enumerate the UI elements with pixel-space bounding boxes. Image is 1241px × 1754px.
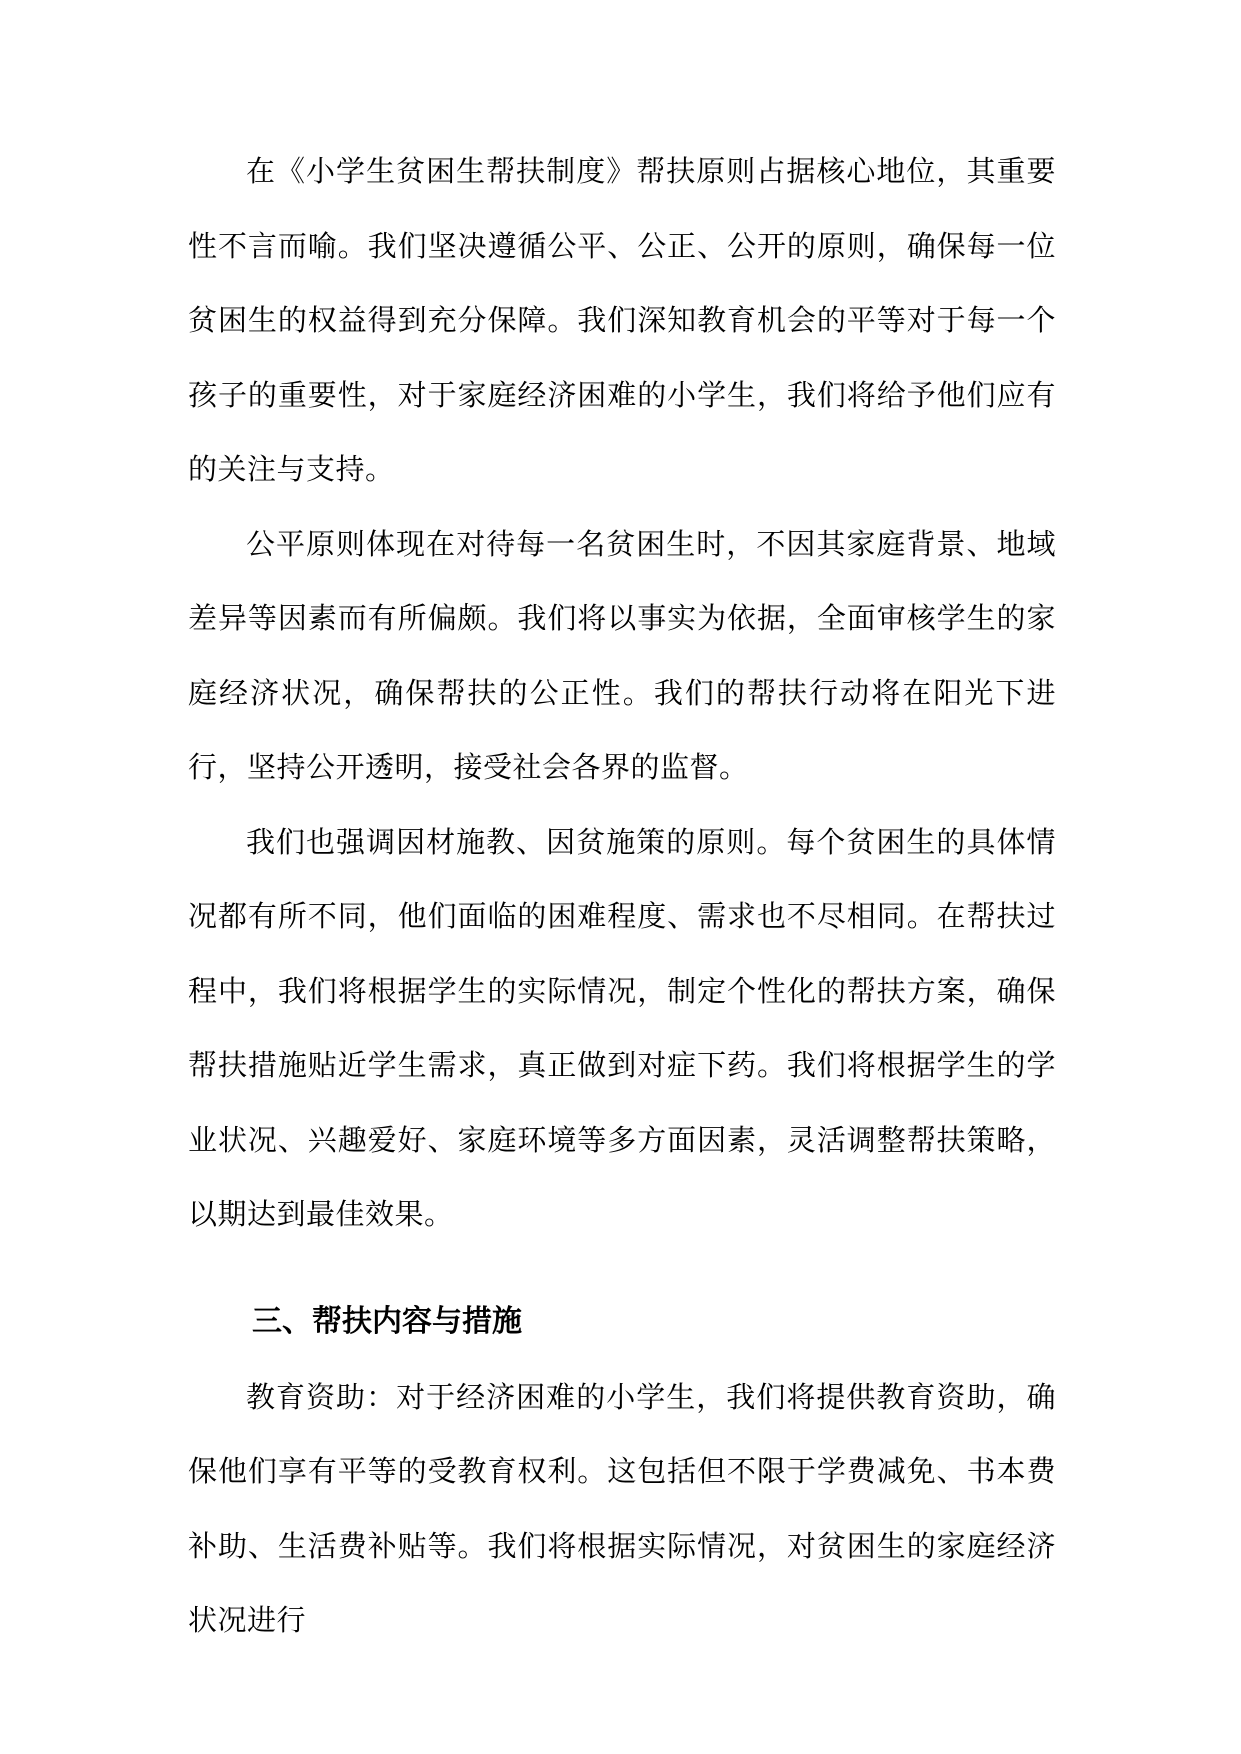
paragraph-tailored-assistance: 我们也强调因材施教、因贫施策的原则。每个贫困生的具体情况都有所不同，他们面临的困难程度、需求也不尽相同。在帮扶过程中，我们将根据学生的实际情况，制定个性化的帮扶方案，确保帮扶措施贴近学生需求，真正做到对症下药。我们将根据学生的学业状况、兴趣爱好、家庭环境等多方面因素，灵活调整帮扶策略，以期达到最佳效果。 (188, 824, 1056, 1231)
paragraph-principles-core: 在《小学生贫困生帮扶制度》帮扶原则占据核心地位，其重要性不言而喻。我们坚决遵循公平、公正、公开的原则，确保每一位贫困生的权益得到充分保障。我们深知教育机会的平等对于每一个孩子的重要性，对于家庭经济困难的小学生，我们将给予他们应有的关注与支持。 (188, 154, 1056, 486)
paragraph-fairness-principle: 公平原则体现在对待每一名贫困生时，不因其家庭背景、地域差异等因素而有所偏颇。我们将以事实为依据，全面审核学生的家庭经济状况，确保帮扶的公正性。我们的帮扶行动将在阳光下进行，坚持公开透明，接受社会各界的监督。 (188, 526, 1056, 784)
document-body (188, 134, 1056, 1658)
section-heading: 三、帮扶内容与措施 (252, 1303, 522, 1339)
paragraph-education-funding: 教育资助：对于经济困难的小学生，我们将提供教育资助，确保他们享有平等的受教育权利。这包括但不限于学费减免、书本费补助、生活费补贴等。我们将根据实际情况，对贫困生的家庭经济状况进行 (188, 1379, 1056, 1637)
